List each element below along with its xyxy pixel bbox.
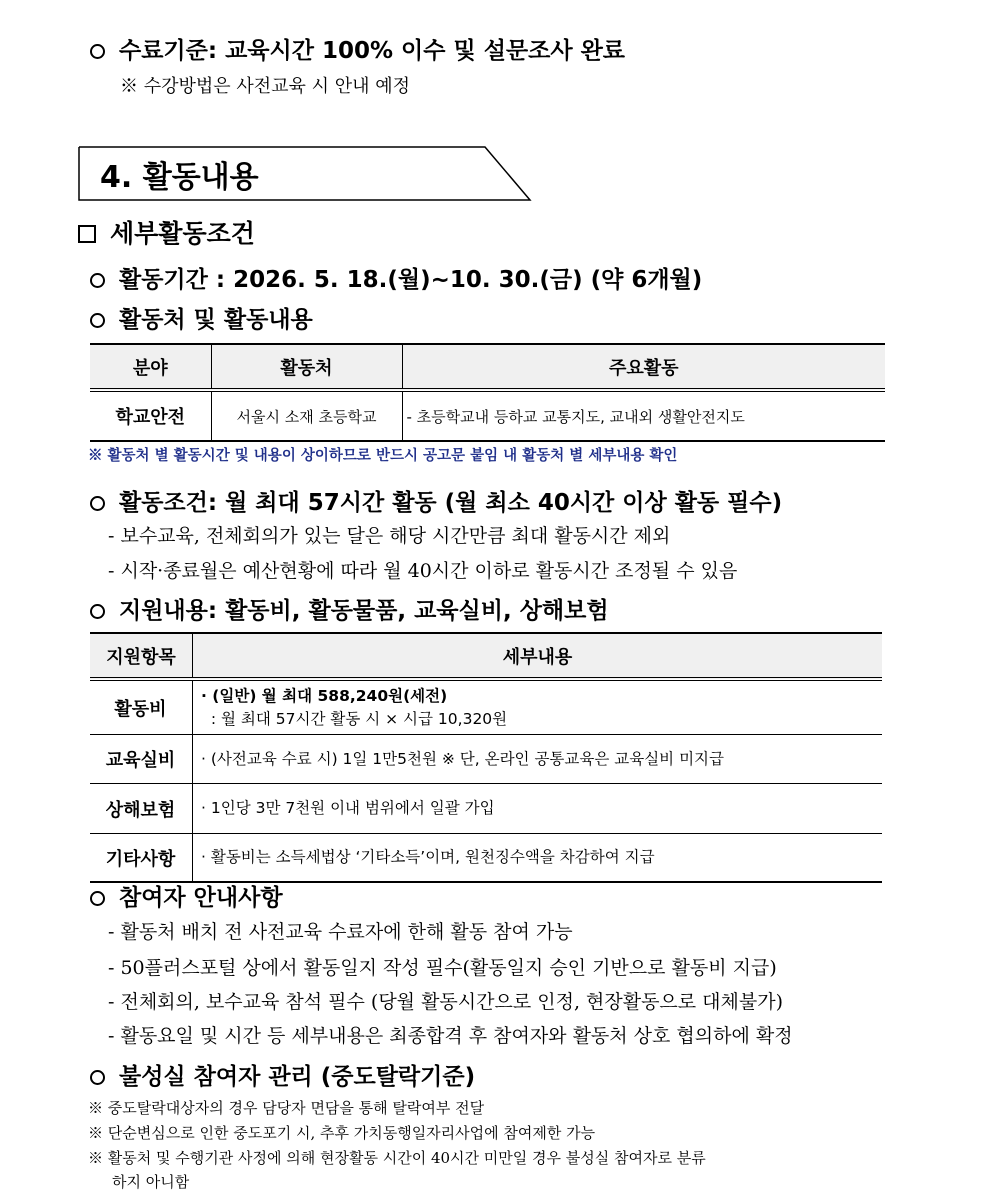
cell-item: 기타사항 — [105, 848, 176, 870]
cell-site: 서울시 소재 초등학교 — [211, 390, 402, 441]
completion-criteria: 수료기준: 교육시간 100% 이수 및 설문조사 완료 — [90, 32, 625, 65]
dropout-heading: 불성실 참여자 관리 (중도탈락기준) — [90, 1058, 475, 1091]
participants-item: - 50플러스포털 상에서 활동일지 작성 필수(활동일지 승인 기반으로 활동비 지급) — [108, 957, 777, 979]
conditions-heading: 활동조건: 월 최대 57시간 활동 (월 최소 40시간 이상 활동 필수) — [90, 484, 782, 517]
table-row — [90, 390, 885, 441]
cell-activity: - 초등학교내 등하교 교통지도, 교내외 생활안전지도 — [402, 390, 885, 441]
cell-detail: · 활동비는 소득세법상 ‘기타소득’이며, 원천징수액을 차감하여 지급 — [193, 834, 883, 883]
square-bullet-icon — [78, 225, 96, 243]
cell-item: 활동비 — [114, 698, 167, 720]
participants-heading: 참여자 안내사항 — [90, 879, 283, 912]
col-header-item: 지원항목 — [90, 633, 193, 679]
dropout-item: ※ 중도탈락대상자의 경우 담당자 면담을 통해 탈락여부 전달 — [88, 1099, 485, 1117]
circle-bullet-icon — [90, 891, 105, 906]
completion-note: ※ 수강방법은 사전교육 시 안내 예정 — [120, 76, 411, 97]
sites-table — [90, 343, 885, 442]
support-heading: 지원내용: 활동비, 활동물품, 교육실비, 상해보험 — [90, 592, 609, 625]
table-row — [90, 834, 882, 883]
participants-item: - 활동처 배치 전 사전교육 수료자에 한해 활동 참여 가능 — [108, 921, 573, 943]
table-row — [90, 735, 882, 784]
participants-item: - 전체회의, 보수교육 참석 필수 (당월 활동시간으로 인정, 현장활동으로 대체불가) — [108, 991, 784, 1013]
cell-detail: · 1인당 3만 7천원 이내 범위에서 일괄 가입 — [193, 784, 883, 834]
circle-bullet-icon — [90, 273, 105, 288]
conditions-item: - 시작·종료월은 예산현황에 따라 월 40시간 이하로 활동시간 조정될 수 있음 — [108, 560, 738, 582]
detail-line: · (일반) 월 최대 588,240원(세전) — [201, 686, 448, 705]
conditions-item: - 보수교육, 전체회의가 있는 달은 해당 시간만큼 최대 활동시간 제외 — [108, 525, 671, 547]
cell-item: 교육실비 — [105, 750, 176, 771]
detail-line: : 월 최대 57시간 활동 시 × 시급 10,320원 — [201, 709, 508, 728]
section-title: 4. 활동내용 — [100, 160, 259, 195]
table-header-row — [90, 344, 885, 390]
circle-bullet-icon — [90, 604, 105, 619]
circle-bullet-icon — [90, 1070, 105, 1085]
section-heading-box — [78, 146, 530, 200]
circle-bullet-icon — [90, 313, 105, 328]
sites-heading: 활동처 및 활동내용 — [90, 301, 313, 334]
col-header-activity: 주요활동 — [402, 344, 885, 390]
circle-bullet-icon — [90, 496, 105, 511]
table-row — [90, 784, 882, 834]
dropout-item-continued: 하지 아니함 — [112, 1173, 190, 1191]
subsection-title: 세부활동조건 — [78, 214, 255, 250]
support-table — [90, 632, 882, 883]
col-header-site: 활동처 — [211, 344, 402, 390]
participants-item: - 활동요일 및 시간 등 세부내용은 최종합격 후 참여자와 활동처 상호 협의하에 확정 — [108, 1025, 793, 1047]
cell-item: 상해보험 — [105, 799, 176, 821]
table-header-row — [90, 633, 882, 679]
cell-field: 학교안전 — [90, 390, 211, 441]
cell-detail: · (사전교육 수료 시) 1일 1만5천원 ※ 단, 온라인 공통교육은 교육실비 미지급 — [193, 735, 883, 784]
circle-bullet-icon — [90, 44, 105, 59]
cell-detail — [193, 679, 883, 735]
dropout-item: ※ 단순변심으로 인한 중도포기 시, 추후 가치동행일자리사업에 참여제한 가능 — [88, 1124, 596, 1142]
col-header-detail: 세부내용 — [193, 633, 883, 679]
activity-period: 활동기간 : 2026. 5. 18.(월)~10. 30.(금) (약 6개월) — [90, 261, 702, 294]
table-row — [90, 679, 882, 735]
sites-note: ※ 활동처 별 활동시간 및 내용이 상이하므로 반드시 공고문 붙임 내 활동처 별 세부내용 확인 — [88, 447, 678, 464]
dropout-item: ※ 활동처 및 수행기관 사정에 의해 현장활동 시간이 40시간 미만일 경우 불성실 참여자로 분류 — [88, 1149, 706, 1167]
col-header-field: 분야 — [90, 344, 211, 390]
